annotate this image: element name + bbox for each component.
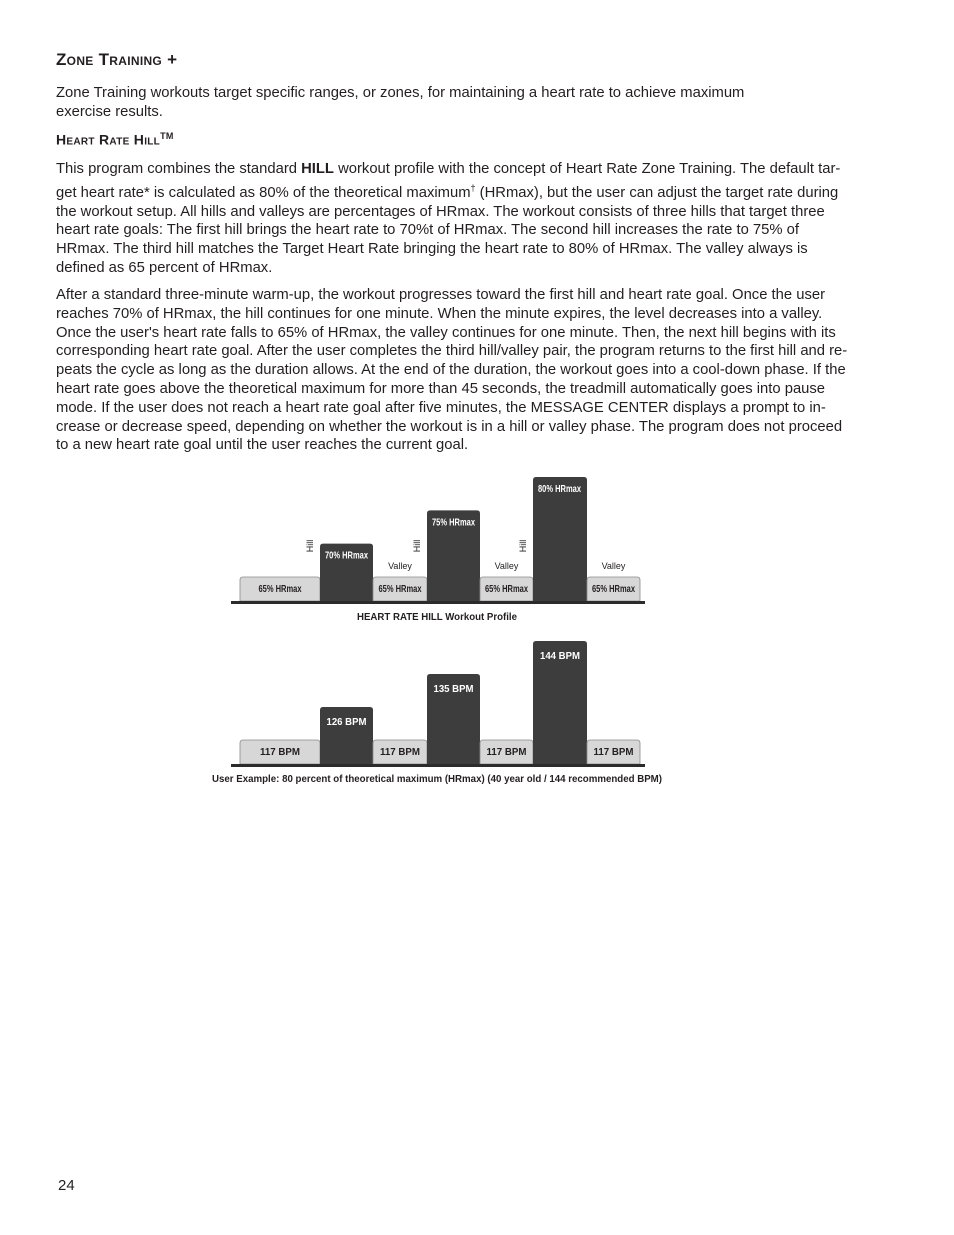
paragraph-line: reaches 70% of HRmax, the hill continues for one minute. When the minute expires, the level decreases into a valley.	[56, 305, 823, 322]
trademark-mark: TM	[160, 131, 174, 141]
paragraph-line: defined as 65 percent of HRmax.	[56, 259, 273, 276]
bar-value-label: 135 BPM	[433, 683, 474, 695]
paragraph-line: peats the cycle as long as the duration allows. At the end of the duration, the workout goes into a cool-down phase. If the	[56, 362, 846, 379]
paragraph-line: corresponding heart rate goal. After the user completes the third hill/valley pair, the program returns to the first hill and re-	[56, 343, 848, 360]
intro-line: Zone Training workouts target specific ranges, or zones, for maintaining a heart rate to achieve maximum	[56, 85, 745, 101]
chart-caption: HEART RATE HILL Workout Profile	[357, 611, 518, 623]
bar-value-label: 117 BPM	[260, 746, 301, 758]
hill-keyword: HILL	[301, 161, 334, 177]
bar-value-label: 65% HRmax	[592, 584, 636, 595]
bar-value-label: 117 BPM	[486, 746, 527, 758]
bar-value-label: 65% HRmax	[378, 584, 422, 595]
paragraph-text: workout profile with the concept of Heart Rate Zone Training. The default tar-	[333, 161, 841, 177]
hrmax-profile-chart	[231, 477, 645, 623]
hill-tag-label: Hill	[412, 539, 422, 553]
dagger-footnote-mark: †	[470, 182, 476, 193]
bpm-example-chart	[212, 641, 662, 785]
paragraph-line: After a standard three-minute warm-up, the workout progresses toward the first hill and heart rate goal. Once the user	[56, 287, 825, 303]
paragraph-text: This program combines the standard	[56, 161, 302, 177]
paragraph-line: crease or decrease speed, depending on whether the workout is in a hill or valley phase. The program does not proceed	[56, 418, 843, 435]
intro-line: exercise results.	[56, 103, 163, 120]
paragraph-line: mode. If the user does not reach a heart rate goal after five minutes, the MESSAGE CENTER displays a prompt to in-	[56, 399, 826, 416]
section-title: Zone Training +	[56, 50, 178, 69]
chart-base-line	[231, 601, 645, 604]
bar-value-label: 75% HRmax	[432, 517, 476, 529]
valley-tag-label: Valley	[494, 561, 519, 571]
page-number: 24	[58, 1177, 75, 1194]
paragraph-line: heart rate goes above the theoretical maximum for more than 45 seconds, the treadmill automatically goes into pause	[56, 380, 826, 397]
bar-value-label: 117 BPM	[380, 746, 421, 758]
hill-tag-label: Hill	[305, 539, 315, 553]
paragraph-line: heart rate goals: The first hill brings the heart rate to 70%t of HRmax. The second hill increases the rate to 75% of	[56, 222, 799, 239]
paragraph-line: to a new heart rate goal until the user reaches the current goal.	[56, 437, 469, 454]
paragraph-text: (HRmax), but the user can adjust the target rate during	[475, 184, 839, 201]
bar-value-label: 70% HRmax	[325, 550, 369, 562]
bar-value-label: 144 BPM	[540, 650, 581, 662]
hill-tag-label: Hill	[518, 539, 528, 553]
bar-value-label: 117 BPM	[593, 746, 634, 758]
bar-value-label: 126 BPM	[326, 716, 367, 728]
paragraph-line: the workout setup. All hills and valleys are percentages of HRmax. The workout consists of three hills that target three	[56, 203, 825, 220]
paragraph-line: HRmax. The third hill matches the Target Heart Rate bringing the heart rate to 80% of HRmax. The valley always is	[56, 241, 808, 258]
bar-value-label: 65% HRmax	[485, 584, 529, 595]
valley-tag-label: Valley	[388, 561, 412, 571]
bar-value-label: 80% HRmax	[538, 484, 582, 495]
chart-base-line	[231, 764, 645, 767]
paragraph-text: get heart rate* is calculated as 80% of the theoretical maximum	[56, 184, 471, 201]
hill-bar	[533, 477, 587, 601]
chart-caption: User Example: 80 percent of theoretical maximum (HRmax) (40 year old / 144 recommended BPM)	[212, 773, 662, 785]
paragraph-line: Once the user's heart rate falls to 65% of HRmax, the valley continues for one minute. Then, the next hill begins with its	[56, 324, 836, 341]
subsection-title-text: Heart Rate Hill	[56, 131, 161, 148]
bar-value-label: 65% HRmax	[258, 584, 302, 595]
valley-tag-label: Valley	[601, 561, 626, 571]
